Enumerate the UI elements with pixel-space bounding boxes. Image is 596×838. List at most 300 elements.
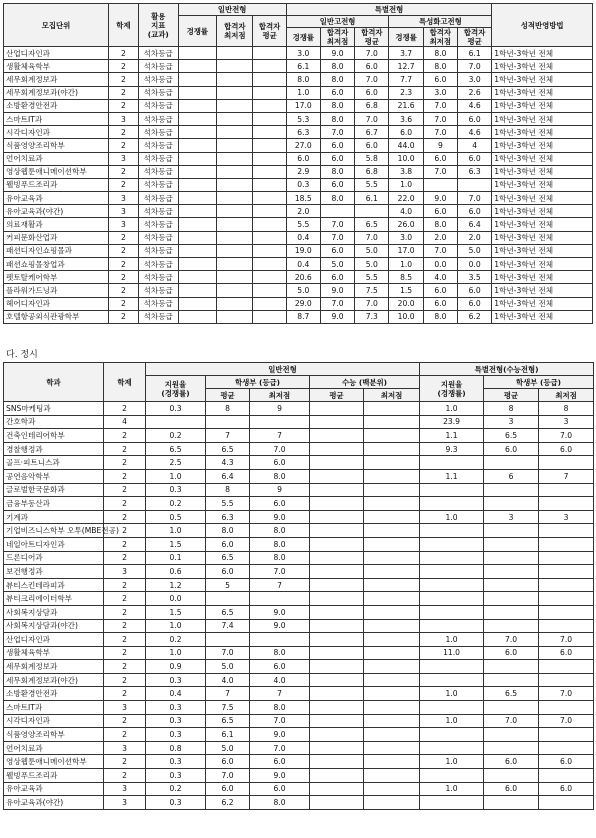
cell-method: 1학년-3학년 전체 xyxy=(492,231,593,244)
cell-specializedhs-competition: 44.0 xyxy=(389,139,423,152)
cell-special-avg: 3 xyxy=(484,510,539,524)
cell-general-min xyxy=(217,99,253,112)
cell-suneung-min xyxy=(364,429,420,443)
cell-specializedhs-min: 0.0 xyxy=(423,258,457,271)
cell-suneung-avg xyxy=(310,402,364,416)
table-row xyxy=(4,152,593,165)
cell-special-min xyxy=(539,483,594,497)
cell-record-min: 6.0 xyxy=(250,782,310,796)
cell-unit: 펫토탈케어학부 xyxy=(4,271,109,284)
cell-general-min xyxy=(217,60,253,73)
cell-year: 2 xyxy=(108,165,138,178)
table-row xyxy=(4,551,594,565)
cell-unit: 산업디자인과 xyxy=(4,47,109,60)
cell-special-min xyxy=(539,537,594,551)
cell-suneung-min xyxy=(364,741,420,755)
cell-year: 2 xyxy=(104,442,146,456)
cell-dept: 웰빙푸드조리과 xyxy=(4,769,104,783)
cell-general-avg xyxy=(253,205,286,218)
table-row xyxy=(4,112,593,125)
header-min: 합격자 최저점 xyxy=(423,28,457,47)
cell-record-min xyxy=(250,415,310,429)
cell-unit: 패션디자인쇼핑몰과 xyxy=(4,244,109,257)
cell-general-min xyxy=(217,126,253,139)
cell-special-min xyxy=(539,497,594,511)
cell-method: 1학년-3학년 전체 xyxy=(492,112,593,125)
cell-general-competition xyxy=(178,60,217,73)
cell-general-avg xyxy=(253,139,286,152)
cell-specializedhs-competition: 20.0 xyxy=(389,297,423,310)
cell-record-min: 8.0 xyxy=(250,469,310,483)
cell-generalhs-competition: 5.5 xyxy=(286,218,320,231)
cell-index: 석차등급 xyxy=(138,99,178,112)
cell-special-avg xyxy=(484,578,539,592)
cell-method: 1학년-3학년 전체 xyxy=(492,258,593,271)
cell-year: 2 xyxy=(104,497,146,511)
cell-special-rate xyxy=(420,660,484,674)
cell-suneung-avg xyxy=(310,429,364,443)
header-avg: 합격자 평균 xyxy=(355,28,389,47)
cell-special-avg: 7.0 xyxy=(484,714,539,728)
cell-general-competition xyxy=(178,244,217,257)
cell-special-rate: 1.1 xyxy=(420,469,484,483)
cell-dept: 유아교육과(야간) xyxy=(4,796,104,810)
cell-special-avg xyxy=(484,728,539,742)
cell-special-min xyxy=(539,619,594,633)
cell-general-min xyxy=(217,297,253,310)
cell-special-min: 6.0 xyxy=(539,782,594,796)
cell-method: 1학년-3학년 전체 xyxy=(492,310,593,323)
cell-index: 석차등급 xyxy=(138,47,178,60)
cell-unit: 커피문화산업과 xyxy=(4,231,109,244)
cell-dept: 생활체육학부 xyxy=(4,646,104,660)
cell-special-min xyxy=(539,769,594,783)
cell-record-avg: 7.0 xyxy=(206,646,250,660)
cell-record-min: 7.0 xyxy=(250,714,310,728)
cell-general-avg xyxy=(253,244,286,257)
table-row xyxy=(4,205,593,218)
cell-general-min xyxy=(217,47,253,60)
cell-rate: 0.3 xyxy=(146,483,206,497)
cell-specializedhs-avg: 7.0 xyxy=(458,192,492,205)
cell-record-avg: 7.4 xyxy=(206,619,250,633)
cell-specializedhs-avg: 6.0 xyxy=(458,205,492,218)
cell-special-min xyxy=(539,701,594,715)
cell-specializedhs-avg: 0.0 xyxy=(458,258,492,271)
table-row xyxy=(4,244,593,257)
cell-dept: 드론디어과 xyxy=(4,551,104,565)
cell-year: 2 xyxy=(108,47,138,60)
cell-unit: 플라워가드닝과 xyxy=(4,284,109,297)
cell-record-min: 4.0 xyxy=(250,673,310,687)
cell-year: 4 xyxy=(104,415,146,429)
table-row xyxy=(4,741,594,755)
cell-suneung-avg xyxy=(310,456,364,470)
cell-method: 1학년-3학년 전체 xyxy=(492,284,593,297)
cell-index: 석차등급 xyxy=(138,192,178,205)
cell-suneung-min xyxy=(364,497,420,511)
cell-dept: 기업비즈니스학부 오투(MBE전공) xyxy=(4,524,104,538)
cell-index: 석차등급 xyxy=(138,165,178,178)
cell-suneung-min xyxy=(364,605,420,619)
cell-year: 2 xyxy=(104,633,146,647)
cell-specializedhs-competition: 3.6 xyxy=(389,112,423,125)
cell-specializedhs-avg: 6.3 xyxy=(458,165,492,178)
cell-method: 1학년-3학년 전체 xyxy=(492,178,593,191)
cell-suneung-avg xyxy=(310,728,364,742)
cell-suneung-avg xyxy=(310,592,364,606)
cell-generalhs-avg: 7.0 xyxy=(355,297,389,310)
table-row xyxy=(4,469,594,483)
cell-record-min: 8.0 xyxy=(250,537,310,551)
cell-suneung-avg xyxy=(310,755,364,769)
cell-suneung-avg xyxy=(310,605,364,619)
cell-unit: 영상웹툰애니메이션학부 xyxy=(4,165,109,178)
cell-generalhs-avg xyxy=(355,205,389,218)
cell-method: 1학년-3학년 전체 xyxy=(492,297,593,310)
cell-special-avg xyxy=(484,497,539,511)
table-row xyxy=(4,178,593,191)
cell-year: 2 xyxy=(108,310,138,323)
cell-generalhs-min: 8.0 xyxy=(320,165,354,178)
cell-record-avg: 6.0 xyxy=(206,782,250,796)
header-avg: 평균 xyxy=(484,389,539,402)
cell-year: 2 xyxy=(104,714,146,728)
cell-generalhs-min: 5.0 xyxy=(320,258,354,271)
cell-general-avg xyxy=(253,297,286,310)
cell-specializedhs-competition: 1.0 xyxy=(389,258,423,271)
cell-specializedhs-min: 4.0 xyxy=(423,271,457,284)
cell-year: 2 xyxy=(104,592,146,606)
table-row xyxy=(4,660,594,674)
cell-dept: 세무회계정보과 xyxy=(4,660,104,674)
cell-specializedhs-competition: 3.8 xyxy=(389,165,423,178)
cell-rate: 1.0 xyxy=(146,469,206,483)
cell-record-min: 7 xyxy=(250,687,310,701)
cell-special-avg: 6 xyxy=(484,469,539,483)
cell-dept: 세무회계정보과(야간) xyxy=(4,673,104,687)
cell-record-min: 9 xyxy=(250,483,310,497)
cell-method: 1학년-3학년 전체 xyxy=(492,271,593,284)
cell-dept: 사회복지상담과(야간) xyxy=(4,619,104,633)
cell-special-min: 3 xyxy=(539,510,594,524)
cell-specializedhs-min: 6.0 xyxy=(423,205,457,218)
cell-method: 1학년-3학년 전체 xyxy=(492,244,593,257)
cell-special-avg xyxy=(484,619,539,633)
table-row xyxy=(4,284,593,297)
cell-general-avg xyxy=(253,218,286,231)
cell-suneung-min xyxy=(364,769,420,783)
cell-special-avg xyxy=(484,524,539,538)
cell-general-avg xyxy=(253,99,286,112)
cell-suneung-avg xyxy=(310,497,364,511)
table-row xyxy=(4,565,594,579)
cell-special-avg xyxy=(484,796,539,810)
cell-generalhs-min: 6.0 xyxy=(320,244,354,257)
cell-specializedhs-competition: 1.0 xyxy=(389,178,423,191)
cell-record-min: 7.0 xyxy=(250,565,310,579)
cell-suneung-min xyxy=(364,469,420,483)
header-competition: 경쟁률 xyxy=(178,16,217,47)
cell-rate: 1.0 xyxy=(146,619,206,633)
cell-record-min: 9.0 xyxy=(250,728,310,742)
cell-special-avg xyxy=(484,537,539,551)
cell-generalhs-min: 6.0 xyxy=(320,152,354,165)
table-row xyxy=(4,60,593,73)
cell-suneung-avg xyxy=(310,769,364,783)
table-row xyxy=(4,769,594,783)
cell-year: 2 xyxy=(104,402,146,416)
cell-index: 석차등급 xyxy=(138,60,178,73)
cell-special-rate: 9.3 xyxy=(420,442,484,456)
cell-generalhs-competition: 0.3 xyxy=(286,178,320,191)
cell-rate: 0.4 xyxy=(146,687,206,701)
cell-suneung-avg xyxy=(310,633,364,647)
cell-rate: 0.2 xyxy=(146,782,206,796)
cell-general-competition xyxy=(178,112,217,125)
cell-generalhs-competition: 3.0 xyxy=(286,47,320,60)
cell-year: 3 xyxy=(104,741,146,755)
cell-specializedhs-avg: 3.0 xyxy=(458,73,492,86)
cell-general-min xyxy=(217,258,253,271)
cell-specializedhs-competition: 10.0 xyxy=(389,310,423,323)
cell-index: 석차등급 xyxy=(138,284,178,297)
cell-special-min: 6.0 xyxy=(539,442,594,456)
cell-year: 3 xyxy=(108,205,138,218)
cell-record-min: 8.0 xyxy=(250,524,310,538)
cell-specializedhs-avg: 6.0 xyxy=(458,112,492,125)
cell-specializedhs-avg: 6.0 xyxy=(458,152,492,165)
cell-record-avg: 8 xyxy=(206,402,250,416)
cell-special-rate xyxy=(420,605,484,619)
cell-index: 석차등급 xyxy=(138,139,178,152)
cell-record-min xyxy=(250,592,310,606)
cell-suneung-avg xyxy=(310,782,364,796)
cell-generalhs-min: 9.0 xyxy=(320,47,354,60)
cell-suneung-min xyxy=(364,592,420,606)
cell-suneung-min xyxy=(364,619,420,633)
cell-rate: 1.0 xyxy=(146,524,206,538)
cell-special-rate: 1.0 xyxy=(420,510,484,524)
cell-special-min xyxy=(539,592,594,606)
cell-index: 석차등급 xyxy=(138,258,178,271)
cell-dept: 글로벌한국문화과 xyxy=(4,483,104,497)
cell-special-avg xyxy=(484,605,539,619)
cell-generalhs-competition: 6.3 xyxy=(286,126,320,139)
cell-unit: 세무회계정보과 xyxy=(4,73,109,86)
cell-general-avg xyxy=(253,60,286,73)
cell-special-rate xyxy=(420,551,484,565)
cell-record-avg: 6.0 xyxy=(206,565,250,579)
cell-specializedhs-min: 7.0 xyxy=(423,99,457,112)
cell-unit: 유아교육과 xyxy=(4,192,109,205)
cell-generalhs-avg: 5.8 xyxy=(355,152,389,165)
cell-dept: 기계과 xyxy=(4,510,104,524)
cell-general-competition xyxy=(178,218,217,231)
cell-record-min: 9.0 xyxy=(250,619,310,633)
table-row xyxy=(4,442,594,456)
cell-year: 2 xyxy=(108,271,138,284)
cell-record-min: 7 xyxy=(250,429,310,443)
header-special: 특별전형 xyxy=(286,4,492,16)
cell-suneung-min xyxy=(364,537,420,551)
cell-general-avg xyxy=(253,310,286,323)
cell-record-avg xyxy=(206,415,250,429)
cell-suneung-avg xyxy=(310,415,364,429)
cell-rate: 1.5 xyxy=(146,605,206,619)
cell-generalhs-min: 6.0 xyxy=(320,271,354,284)
cell-generalhs-avg: 5.5 xyxy=(355,271,389,284)
cell-general-min xyxy=(217,192,253,205)
cell-specializedhs-min: 7.0 xyxy=(423,244,457,257)
cell-general-min xyxy=(217,231,253,244)
cell-year: 2 xyxy=(104,578,146,592)
cell-year: 2 xyxy=(108,139,138,152)
cell-suneung-min xyxy=(364,755,420,769)
cell-special-min xyxy=(539,605,594,619)
cell-method: 1학년-3학년 전체 xyxy=(492,139,593,152)
cell-special-min: 6.0 xyxy=(539,755,594,769)
cell-special-avg xyxy=(484,551,539,565)
cell-specializedhs-competition: 22.0 xyxy=(389,192,423,205)
table-row xyxy=(4,139,593,152)
cell-suneung-avg xyxy=(310,619,364,633)
cell-suneung-min xyxy=(364,673,420,687)
cell-year: 3 xyxy=(108,112,138,125)
cell-record-min: 8.0 xyxy=(250,551,310,565)
cell-record-min: 7.0 xyxy=(250,442,310,456)
cell-rate: 0.3 xyxy=(146,796,206,810)
cell-special-rate: 11.0 xyxy=(420,646,484,660)
cell-method: 1학년-3학년 전체 xyxy=(492,99,593,112)
cell-special-min xyxy=(539,796,594,810)
cell-special-avg xyxy=(484,592,539,606)
cell-generalhs-avg: 6.0 xyxy=(355,139,389,152)
cell-specializedhs-competition: 10.0 xyxy=(389,152,423,165)
cell-suneung-min xyxy=(364,551,420,565)
cell-general-competition xyxy=(178,126,217,139)
cell-specializedhs-competition: 17.0 xyxy=(389,244,423,257)
cell-general-min xyxy=(217,86,253,99)
table-row xyxy=(4,86,593,99)
cell-suneung-avg xyxy=(310,442,364,456)
cell-special-rate: 1.0 xyxy=(420,633,484,647)
cell-rate: 0.3 xyxy=(146,728,206,742)
cell-general-min xyxy=(217,165,253,178)
cell-specializedhs-min: 9 xyxy=(423,139,457,152)
cell-record-avg: 7 xyxy=(206,429,250,443)
cell-generalhs-min xyxy=(320,205,354,218)
cell-suneung-min xyxy=(364,578,420,592)
cell-generalhs-avg: 7.0 xyxy=(355,47,389,60)
cell-dept: 공연음악학부 xyxy=(4,469,104,483)
cell-generalhs-min: 7.0 xyxy=(320,126,354,139)
table-row xyxy=(4,165,593,178)
cell-dept: 경찰행정과 xyxy=(4,442,104,456)
cell-special-avg: 7.0 xyxy=(484,633,539,647)
cell-index: 석차등급 xyxy=(138,244,178,257)
cell-suneung-avg xyxy=(310,701,364,715)
cell-specializedhs-avg: 7.0 xyxy=(458,60,492,73)
cell-suneung-avg xyxy=(310,524,364,538)
header-specialized-hs: 특성화고전형 xyxy=(389,16,492,28)
cell-year: 2 xyxy=(104,728,146,742)
cell-special-rate: 1.0 xyxy=(420,782,484,796)
cell-dept: 뷰티스킨테라피과 xyxy=(4,578,104,592)
cell-special-min xyxy=(539,565,594,579)
cell-general-competition xyxy=(178,271,217,284)
cell-year: 2 xyxy=(104,660,146,674)
cell-special-rate xyxy=(420,769,484,783)
cell-suneung-avg xyxy=(310,646,364,660)
cell-suneung-min xyxy=(364,456,420,470)
cell-special-rate xyxy=(420,619,484,633)
cell-generalhs-min: 8.0 xyxy=(320,112,354,125)
cell-suneung-min xyxy=(364,646,420,660)
cell-suneung-avg xyxy=(310,510,364,524)
cell-method: 1학년-3학년 전체 xyxy=(492,192,593,205)
cell-special-rate xyxy=(420,483,484,497)
cell-specializedhs-min: 8.0 xyxy=(423,60,457,73)
cell-record-min: 9.0 xyxy=(250,769,310,783)
cell-specializedhs-avg: 2.0 xyxy=(458,231,492,244)
cell-generalhs-avg: 6.5 xyxy=(355,218,389,231)
cell-suneung-min xyxy=(364,510,420,524)
cell-year: 2 xyxy=(108,86,138,99)
cell-record-avg: 8 xyxy=(206,483,250,497)
cell-unit: 웰빙푸드조리과 xyxy=(4,178,109,191)
cell-suneung-min xyxy=(364,402,420,416)
table-row xyxy=(4,126,593,139)
cell-suneung-avg xyxy=(310,537,364,551)
cell-special-avg xyxy=(484,660,539,674)
cell-index: 석차등급 xyxy=(138,152,178,165)
header-unit: 모집단위 xyxy=(4,4,109,47)
cell-specializedhs-avg: 3.5 xyxy=(458,271,492,284)
cell-suneung-min xyxy=(364,714,420,728)
cell-method: 1학년-3학년 전체 xyxy=(492,86,593,99)
cell-general-avg xyxy=(253,192,286,205)
cell-record-min: 6.0 xyxy=(250,755,310,769)
table-row xyxy=(4,258,593,271)
cell-rate: 2.5 xyxy=(146,456,206,470)
cell-record-avg: 6.5 xyxy=(206,551,250,565)
cell-special-min: 6.0 xyxy=(539,646,594,660)
cell-method: 1학년-3학년 전체 xyxy=(492,60,593,73)
cell-rate: 0.3 xyxy=(146,769,206,783)
header-min: 합격자 최저점 xyxy=(320,28,354,47)
cell-special-rate xyxy=(420,537,484,551)
cell-suneung-avg xyxy=(310,660,364,674)
cell-suneung-min xyxy=(364,442,420,456)
header-special: 특별전형(수능전형) xyxy=(420,363,594,376)
cell-year: 2 xyxy=(104,605,146,619)
cell-rate: 6.5 xyxy=(146,442,206,456)
cell-rate: 0.2 xyxy=(146,497,206,511)
cell-year: 2 xyxy=(104,483,146,497)
cell-generalhs-min: 8.0 xyxy=(320,99,354,112)
cell-special-avg xyxy=(484,701,539,715)
cell-record-min: 7.0 xyxy=(250,741,310,755)
cell-unit: 소방환경안전과 xyxy=(4,99,109,112)
cell-generalhs-competition: 18.5 xyxy=(286,192,320,205)
cell-general-min xyxy=(217,271,253,284)
table-row xyxy=(4,415,594,429)
cell-method: 1학년-3학년 전체 xyxy=(492,165,593,178)
cell-record-min: 6.0 xyxy=(250,456,310,470)
cell-generalhs-competition: 27.0 xyxy=(286,139,320,152)
cell-special-avg xyxy=(484,769,539,783)
